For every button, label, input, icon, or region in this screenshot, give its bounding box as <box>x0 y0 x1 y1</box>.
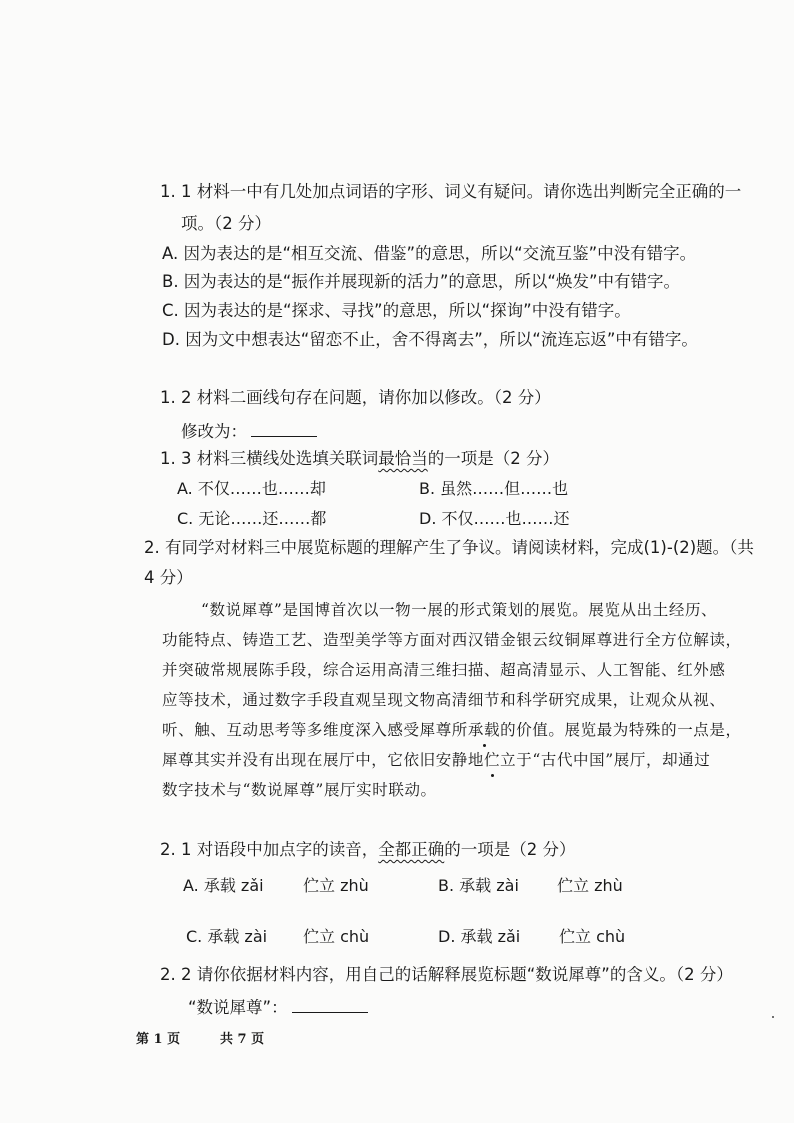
q13-stem <box>160 447 559 471</box>
q11-option-b: B. 因为表达的是“振作并展现新的活力”的意思，所以“焕发”中有错字。 <box>162 272 681 291</box>
q2-passage-line5 <box>162 718 742 742</box>
q2-passage-line5-pre: 听、触、互动思考等多维度深入感受犀尊所 <box>162 721 468 739</box>
footer-page-number: 第 1 页 <box>136 1032 181 1047</box>
q11-option-a: A. 因为表达的是“相互交流、借鉴”的意思，所以“交流互鉴”中没有错字。 <box>162 244 697 263</box>
q13-stem-emphasis: 最恰当 <box>378 449 428 468</box>
q2-passage-line6-post: 立于“古代中国”展厅，却通过 <box>500 751 711 769</box>
q21-option-d-chengzai: D. 承载 zǎi <box>438 927 521 946</box>
q11-option-d: D. 因为文中想表达“留恋不止，舍不得离去”，所以“流连忘返”中有错字。 <box>162 330 698 349</box>
q21-option-b-zhuli: 伫立 zhù <box>557 876 623 895</box>
q2-passage-line7: 数字技术与“数说犀尊”展厅实时联动。 <box>162 781 437 799</box>
q22-answer-label: “数说犀尊”： <box>188 998 288 1017</box>
q22-answer-row <box>188 996 368 1020</box>
q11-option-c: C. 因为表达的是“探求、寻找”的意思，所以“探询”中没有错字。 <box>162 301 631 320</box>
q13-stem-post: 的一项是（2 分） <box>427 449 559 468</box>
q2-passage-line3: 并突破常规展陈手段，综合运用高清三维扫描、超高清显示、人工智能、红外感 <box>162 661 726 679</box>
q2-passage-line2: 功能特点、铸造工艺、造型美学等方面对西汉错金银云纹铜犀尊进行全方位解读， <box>162 631 742 649</box>
q21-stem-pre: 2. 1 对语段中加点字的读音， <box>160 840 379 859</box>
q2-passage-line1: “数说犀尊”是国博首次以一物一展的形式策划的展览。展览从出土经历、 <box>201 601 718 619</box>
footer-page-total: 共 7 页 <box>220 1032 265 1047</box>
q21-option-b-chengzai: B. 承载 zài <box>438 876 519 895</box>
q12-answer-label: 修改为： <box>181 422 247 441</box>
q21-stem-emphasis: 全都正确 <box>378 840 445 859</box>
q21-option-c-chengzai: C. 承载 zài <box>186 927 268 946</box>
q21-stem <box>160 838 575 862</box>
q2-passage-line6 <box>162 748 710 772</box>
q2-stem-line1: 2. 有同学对材料三中展览标题的理解产生了争议。请阅读材料，完成(1)-(2)题。（共 <box>144 538 754 557</box>
q12-stem: 1. 2 材料二画线句存在问题，请你加以修改。（2 分） <box>160 388 551 407</box>
q21-option-a-zhuli: 伫立 zhù <box>303 876 369 895</box>
q12-answer-row <box>181 420 317 444</box>
q13-option-a: A. 不仅……也……却 <box>177 479 326 498</box>
q21-option-c-zhuli: 伫立 chù <box>303 927 370 946</box>
q21-stem-post: 的一项是（2 分） <box>444 840 576 859</box>
q2-passage-line4: 应等技术，通过数字手段直观呈现文物高清细节和科学研究成果，让观众从视、 <box>162 691 726 709</box>
scan-speck <box>772 1016 774 1018</box>
q22-stem: 2. 2 请你依据材料内容，用自己的话解释展览标题“数说犀尊”的含义。（2 分） <box>160 965 733 984</box>
q11-stem-line1: 1. 1 材料一中有几处加点词语的字形、词义有疑问。请你选出判断完全正确的一 <box>160 182 742 201</box>
q13-option-c: C. 无论……还……都 <box>177 509 327 528</box>
q2-marked-zhu: 伫 <box>484 748 500 772</box>
q12-answer-blank[interactable] <box>251 420 317 437</box>
q13-option-b: B. 虽然……但……也 <box>419 479 569 498</box>
q11-stem-line2: 项。（2 分） <box>181 214 271 233</box>
q21-option-d-zhuli: 伫立 chù <box>559 927 626 946</box>
q13-stem-pre: 1. 3 材料三横线处选填关联词 <box>160 449 379 468</box>
q2-marked-chengzai: 承载 <box>468 718 500 742</box>
q21-option-a-chengzai: A. 承载 zǎi <box>183 876 264 895</box>
q22-answer-blank[interactable] <box>292 996 368 1013</box>
q2-stem-line2: 4 分） <box>144 568 193 587</box>
q13-option-d: D. 不仅……也……还 <box>419 509 570 528</box>
q2-passage-line6-pre: 犀尊其实并没有出现在展厅中，它依旧安静地 <box>162 751 485 769</box>
q2-passage-line5-post: 的价值。展览最为特殊的一点是， <box>500 721 742 739</box>
